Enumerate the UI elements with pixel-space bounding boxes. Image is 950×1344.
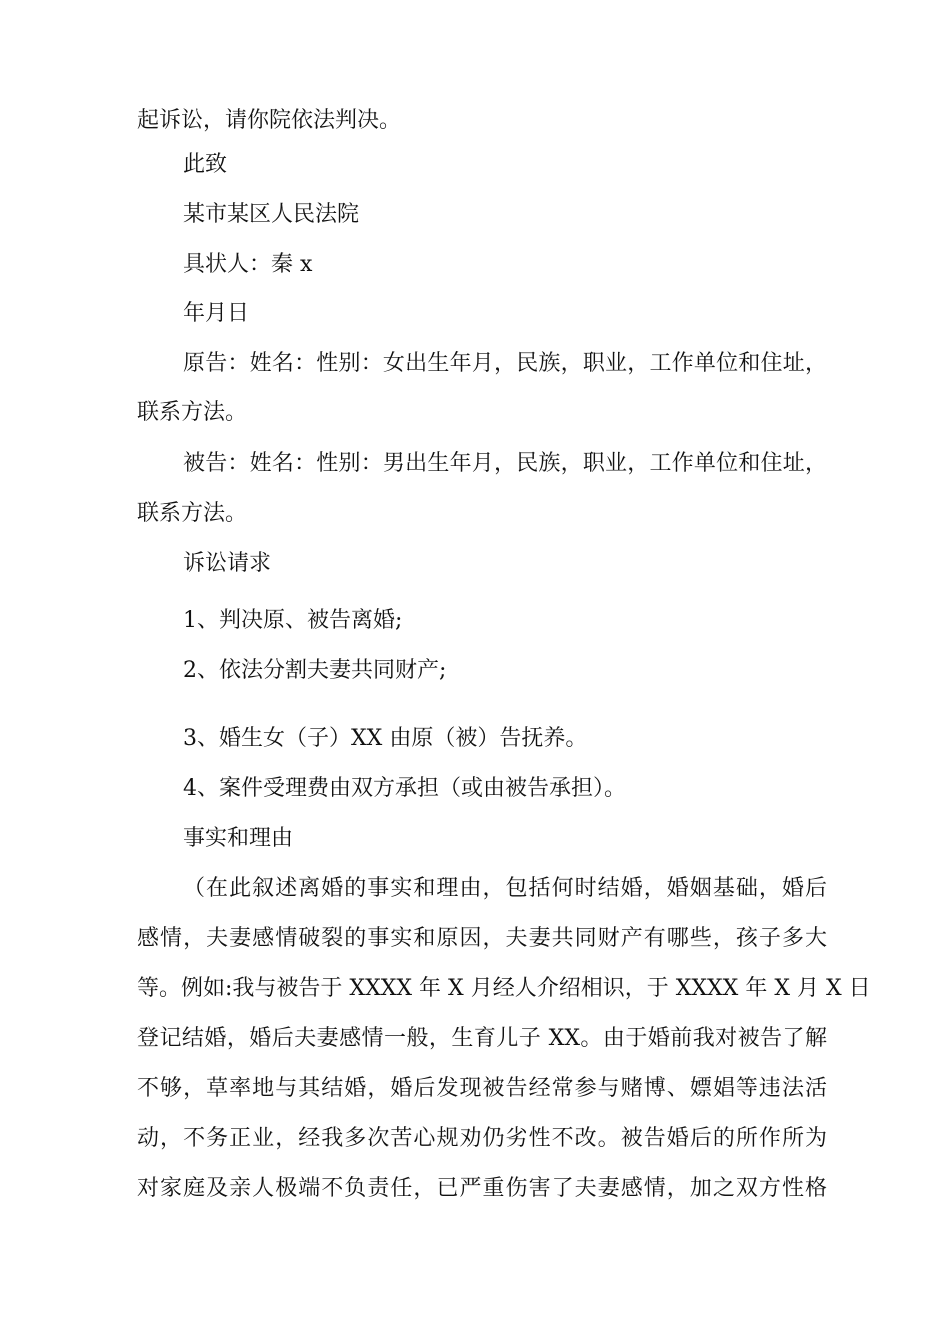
text-line-facts: 不够，草率地与其结婚，婚后发现被告经常参与赌博、嫖娼等违法活 <box>137 1076 827 1101</box>
text-line-petitioner: 具状人：秦 x <box>183 252 313 277</box>
text-line-facts: 等。例如:我与被告于 XXXX 年 X 月经人介绍相识，于 XXXX 年 X 月 X 日 <box>137 976 871 1001</box>
section-heading-facts: 事实和理由 <box>183 826 294 851</box>
text-line-date: 年月日 <box>183 301 250 326</box>
claim-item-2: 2、依法分割夫妻共同财产; <box>183 658 447 683</box>
text-line-court: 某市某区人民法院 <box>183 202 360 227</box>
text-line-plaintiff: 原告：姓名：性别：女出生年月，民族，职业，工作单位和住址， <box>183 351 827 376</box>
text-line-facts: （在此叙述离婚的事实和理由，包括何时结婚，婚姻基础，婚后 <box>183 876 827 901</box>
text-line-facts: 对家庭及亲人极端不负责任，已严重伤害了夫妻感情，加之双方性格 <box>137 1176 827 1201</box>
text-line-facts: 登记结婚，婚后夫妻感情一般，生育儿子 XX。由于婚前我对被告了解 <box>137 1026 827 1051</box>
text-line-plaintiff-contact: 联系方法。 <box>137 400 248 425</box>
claim-item-1: 1、判决原、被告离婚; <box>183 608 403 633</box>
text-line-defendant-contact: 联系方法。 <box>137 501 248 526</box>
claim-item-4: 4、案件受理费由双方承担（或由被告承担）。 <box>183 776 626 801</box>
text-line: 起诉讼，请你院依法判决。 <box>137 108 402 133</box>
text-line-defendant: 被告：姓名：性别：男出生年月，民族，职业，工作单位和住址， <box>183 451 827 476</box>
section-heading-claims: 诉讼请求 <box>183 551 272 576</box>
text-line-salutation: 此致 <box>183 152 228 177</box>
text-line-facts: 感情，夫妻感情破裂的事实和原因，夫妻共同财产有哪些，孩子多大 <box>137 926 827 951</box>
claim-item-3: 3、婚生女（子）XX 由原（被）告抚养。 <box>183 726 588 751</box>
text-line-facts: 动，不务正业，经我多次苦心规劝仍劣性不改。被告婚后的所作所为 <box>137 1126 827 1151</box>
